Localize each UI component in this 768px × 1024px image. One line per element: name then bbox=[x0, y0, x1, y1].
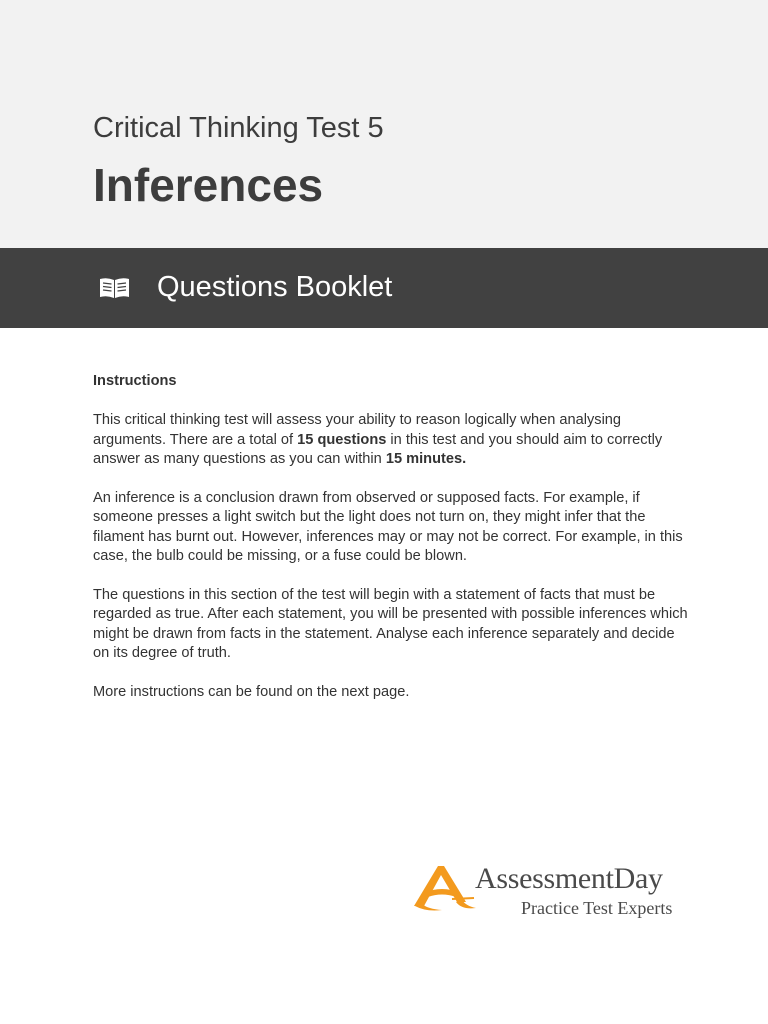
instructions-paragraph-2: An inference is a conclusion drawn from observed or supposed facts. For example, if someone presses a light switch but the light does not turn on, they might infer that the filament has burnt out. However, inferences may or may not be correct. For example, in this case, the bulb could be missing, or a fuse could be blown. bbox=[93, 490, 683, 565]
question-count: 15 questions bbox=[297, 431, 387, 448]
open-book-icon bbox=[99, 276, 130, 300]
time-limit: 15 minutes. bbox=[385, 451, 467, 468]
document-subtitle: Critical Thinking Test 5 bbox=[93, 112, 384, 144]
instructions-paragraph-3: The questions in this section of the test will begin with a statement of facts that must be regarded as true. After each statement, you will be presented with possible inferences which might be drawn from facts in the statement. Analyse each inference separately and decide on its degree of truth. bbox=[93, 587, 688, 662]
logo-tagline: Practice Test Experts bbox=[521, 898, 673, 918]
instructions-paragraph-1 bbox=[93, 411, 693, 469]
p1-text-a: This critical thinking test will assess your ability to reason logically when analysing arguments. There are a total of bbox=[93, 412, 622, 448]
p1-text-c: in this test and you should aim to correctly answer as many questions as you can within bbox=[93, 431, 663, 468]
title-header bbox=[0, 0, 768, 248]
assessmentday-logo bbox=[412, 862, 702, 922]
instructions-heading: Instructions bbox=[93, 373, 177, 389]
logo-name: AssessmentDay bbox=[475, 862, 663, 895]
instructions-paragraph-4: More instructions can be found on the next page. bbox=[93, 684, 410, 701]
logo-a-mark-icon bbox=[412, 862, 478, 916]
booklet-label: Questions Booklet bbox=[157, 271, 393, 303]
instructions-section bbox=[93, 372, 693, 722]
document-title: Inferences bbox=[93, 159, 324, 211]
